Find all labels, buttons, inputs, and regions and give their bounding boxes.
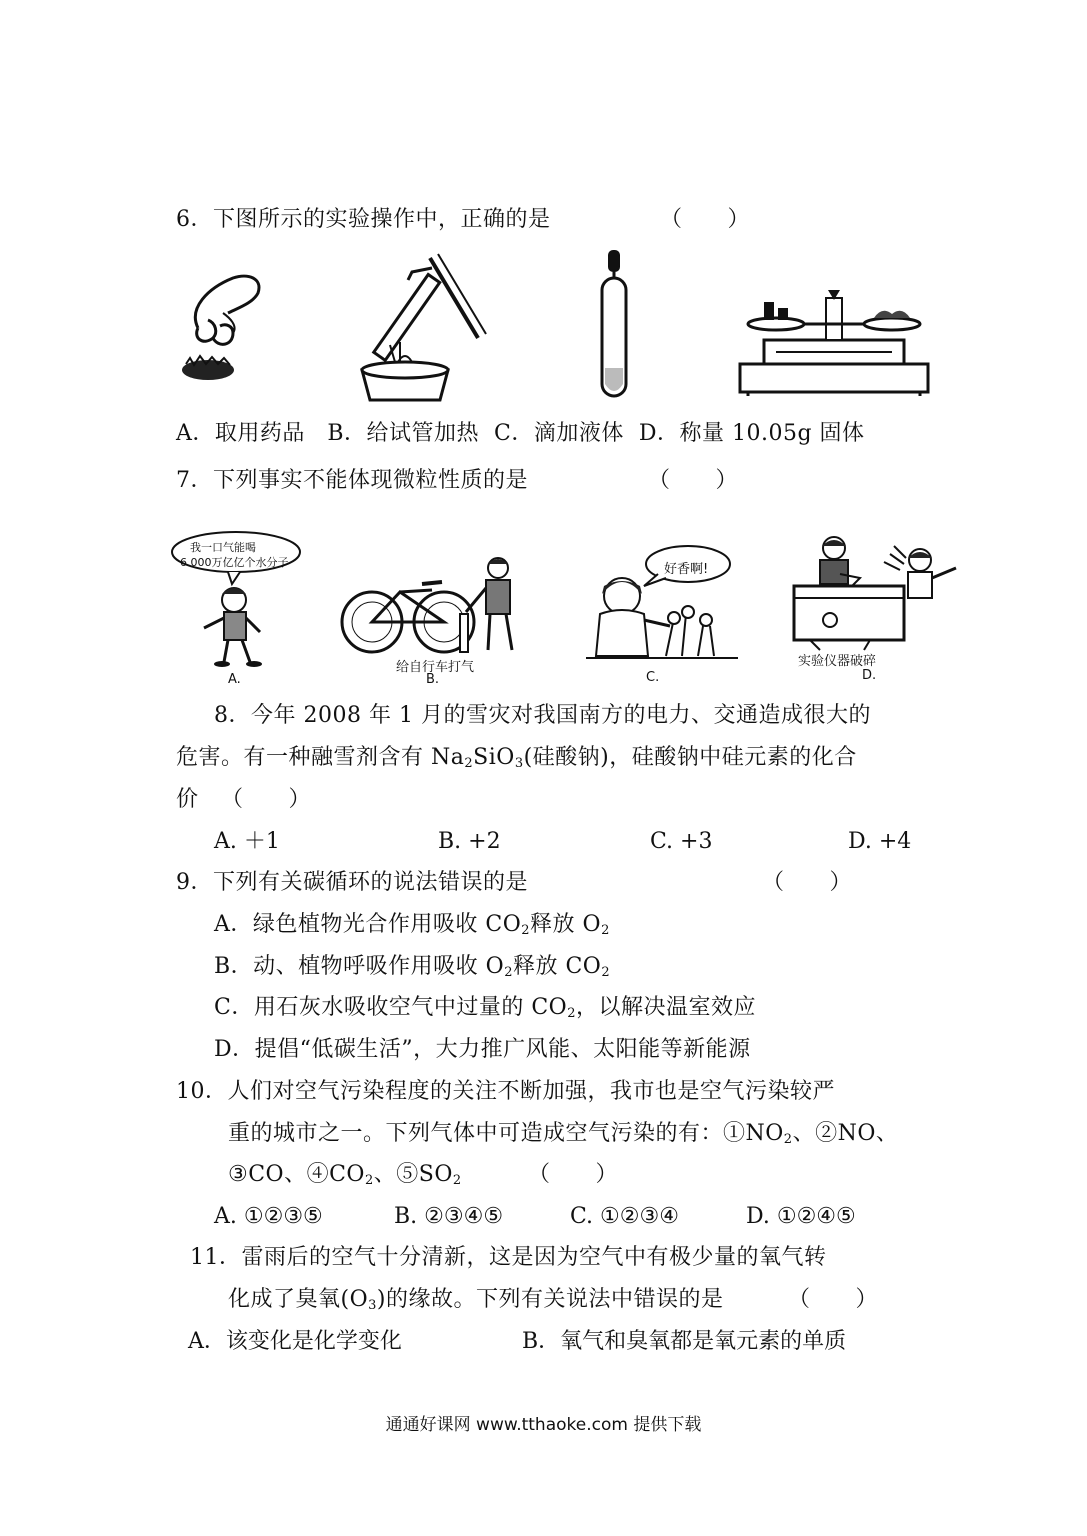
q10-option-d: D. ①②④⑤ (746, 1204, 856, 1229)
q8-option-d: D. +4 (848, 829, 912, 854)
q10-option-a: A. ①②③⑤ (214, 1204, 323, 1229)
q7-bubble-c: 好香啊! (664, 562, 709, 577)
q9-option-c: C．用石灰水吸收空气中过量的 $CO_2$，以解决温室效应 (214, 995, 756, 1021)
q6-image-b-heating-test-tube (350, 250, 490, 405)
q9-option-b: B．动、植物呼吸作用吸收 $O_2$释放 $CO_2$ (214, 954, 611, 980)
q7-label-c: C. (646, 670, 660, 685)
q11-answer-paren: （ ） (788, 1287, 878, 1312)
q11-line2: 化成了臭氧$(O_3)$的缘故。下列有关说法中错误的是 (228, 1287, 724, 1313)
q8-line2: 危害。有一种融雪剂含有 $Na_2SiO_3$(硅酸钠)，硅酸钠中硅元素的化合 (176, 745, 857, 771)
q7-image-d-broken-lab-equipment (780, 534, 960, 652)
q8-line1: 8．今年 2008 年 1 月的雪灾对我国南方的电力、交通造成很大的 (214, 703, 871, 728)
q6-image-d-balance-scale (736, 284, 932, 396)
q9-option-d: D．提倡“低碳生活”，大力推广风能、太阳能等新能源 (214, 1037, 751, 1062)
q6-answer-paren: （ ） (660, 207, 750, 232)
page-footer: 通通好课网 www.tthaoke.com 提供下载 (385, 1415, 702, 1435)
q7-label-d: D. (862, 668, 877, 683)
q9-stem: 9．下列有关碳循环的说法错误的是 (176, 870, 528, 895)
q7-image-b-pumping-bicycle (332, 554, 548, 658)
q11-option-b: B．氧气和臭氧都是氧元素的单质 (522, 1329, 847, 1354)
q8-option-a: A. ＋1 (214, 829, 280, 854)
q7-caption-b: 给自行车打气 (396, 660, 475, 675)
q10-line1: 10．人们对空气污染程度的关注不断加强，我市也是空气污染较严 (176, 1079, 835, 1104)
q7-answer-paren: （ ） (648, 468, 738, 493)
q7-label-b: B. (426, 672, 440, 687)
q8-option-b: B. +2 (438, 829, 501, 854)
q11-option-a: A．该变化是化学变化 (188, 1329, 402, 1354)
q8-option-c: C. +3 (650, 829, 713, 854)
q7-stem: 7．下列事实不能体现微粒性质的是 (176, 468, 528, 493)
q10-line3: ③CO、$④CO_2$、$⑤SO_2$ (228, 1162, 462, 1188)
q6-options: A．取用药品 B．给试管加热 C．滴加液体 D．称量 10.05g 固体 (176, 421, 865, 446)
q7-bubble-a-line1: 我一口气能喝 (190, 541, 256, 554)
q6-image-a-hand-taking-chemical (178, 268, 268, 388)
q10-answer-paren: （ ） (528, 1162, 618, 1187)
q6-stem: 6．下图所示的实验操作中，正确的是 (176, 207, 551, 232)
q10-option-b: B. ②③④⑤ (394, 1204, 504, 1229)
q8-line3: 价 （ ） (176, 787, 311, 812)
q10-option-c: C. ①②③④ (570, 1204, 679, 1229)
q6-image-c-dropping-liquid (596, 248, 636, 404)
q7-caption-d: 实验仪器破碎 (798, 654, 877, 669)
q10-line2: 重的城市之一。下列气体中可造成空气污染的有：$①NO_2$、②NO、 (228, 1121, 899, 1147)
q11-line1: 11．雷雨后的空气十分清新，这是因为空气中有极少量的氧气转 (190, 1245, 827, 1270)
q7-image-c-girl-smelling-flowers (578, 540, 744, 664)
q9-option-a: A．绿色植物光合作用吸收 $CO_2$释放 $O_2$ (214, 912, 610, 938)
q9-answer-paren: （ ） (762, 870, 852, 895)
q7-label-a: A. (228, 672, 241, 687)
q7-bubble-a-line2: 6 000万亿亿个水分子 (180, 556, 289, 569)
